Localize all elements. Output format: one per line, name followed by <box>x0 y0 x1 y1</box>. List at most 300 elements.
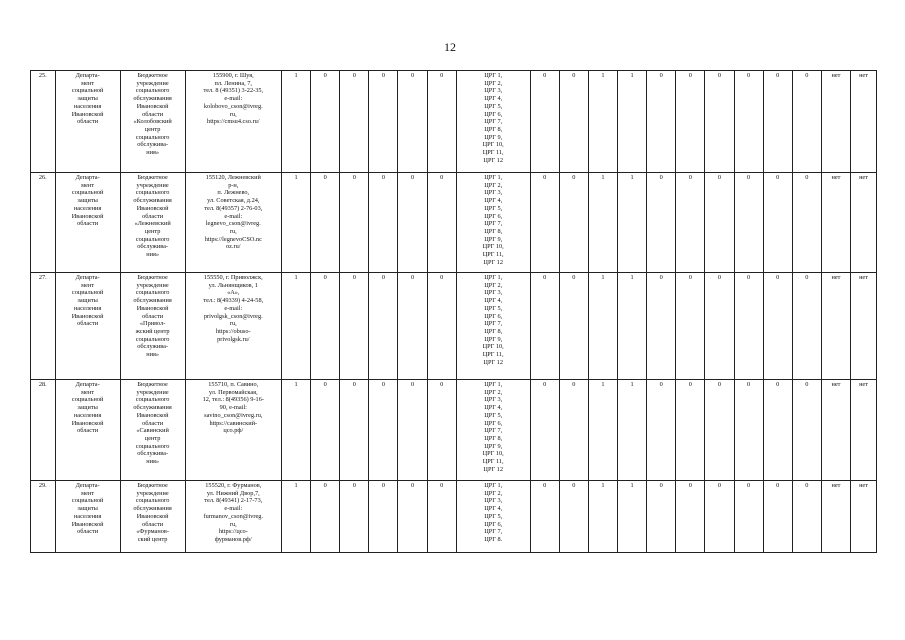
institution-line: социального <box>135 189 170 197</box>
count-cell: 0 <box>340 481 369 553</box>
institution-line: ния» <box>146 251 160 259</box>
department-line: защиты <box>77 297 98 305</box>
count-cell: 0 <box>734 173 763 273</box>
institution-cell <box>120 481 185 553</box>
count-cell: 1 <box>281 481 310 553</box>
department-line: населения <box>73 204 102 212</box>
count-cell: 0 <box>427 380 456 481</box>
address-line: «А», <box>227 289 240 297</box>
count-cell: 1 <box>588 481 617 553</box>
zones-line: ЦРГ 12 <box>483 156 503 164</box>
count-cell: 0 <box>340 173 369 273</box>
department-line: Ивановской <box>71 110 104 118</box>
zones-line: ЦРГ 4, <box>484 505 503 513</box>
flag-cell: нет <box>851 173 877 273</box>
institution-line: ния» <box>146 149 160 157</box>
institution-line: Бюджетное <box>137 174 168 181</box>
zones-line: ЦРГ 1, <box>484 274 503 281</box>
count-cell: 0 <box>676 481 705 553</box>
count-cell: 0 <box>559 380 588 481</box>
institution-line: Ивановской <box>136 411 169 419</box>
department-line: Департа- <box>75 174 100 181</box>
zones-line: ЦРГ 4, <box>484 95 503 103</box>
count-cell: 0 <box>647 273 676 380</box>
address-cell <box>185 380 281 481</box>
department-line: социальной <box>71 189 104 197</box>
institution-line: области <box>142 419 164 427</box>
count-cell: 0 <box>311 481 340 553</box>
zones-line: ЦРГ 4, <box>484 297 503 305</box>
department-line: Департа- <box>75 274 100 281</box>
count-cell: 1 <box>281 71 310 173</box>
department-line: Ивановской <box>71 520 104 528</box>
row-number-cell: 26. <box>31 173 56 273</box>
institution-line: «Савинский <box>136 427 169 435</box>
count-cell: 0 <box>763 481 792 553</box>
flag-cell: нет <box>851 273 877 380</box>
zones-line: ЦРГ 11, <box>482 149 504 157</box>
table-row <box>31 481 877 553</box>
address-line: 90, e-mail: <box>219 404 247 412</box>
institution-line: обслужива- <box>137 141 169 149</box>
zones-line: ЦРГ 2, <box>484 181 503 189</box>
count-cell: 0 <box>763 380 792 481</box>
address-line: oz.ru/ <box>226 243 241 251</box>
address-line: тел. 8(49357) 2-76-03, <box>204 204 263 212</box>
institution-line: учреждение <box>136 79 169 87</box>
count-cell: 0 <box>530 273 559 380</box>
department-line: Департа- <box>75 381 100 388</box>
department-cell <box>55 481 120 553</box>
zones-line: ЦРГ 7, <box>484 220 503 228</box>
count-cell: 0 <box>792 173 821 273</box>
department-line: социальной <box>71 396 104 404</box>
row-number-cell: 27. <box>31 273 56 380</box>
institution-line: социального <box>135 442 170 450</box>
department-line: области <box>77 320 99 328</box>
institution-cell <box>120 173 185 273</box>
institution-line: Бюджетное <box>137 381 168 388</box>
count-cell: 0 <box>530 380 559 481</box>
count-cell: 0 <box>647 173 676 273</box>
institution-line: обслужива- <box>137 343 169 351</box>
zones-line: ЦРГ 9, <box>484 335 503 343</box>
zones-cell <box>456 481 530 553</box>
count-cell: 0 <box>530 71 559 173</box>
institution-line: области <box>142 312 164 320</box>
institution-line: «Фурманов- <box>136 528 169 536</box>
zones-cell <box>456 380 530 481</box>
count-cell: 1 <box>281 380 310 481</box>
address-line: ru, <box>229 520 237 528</box>
count-cell: 0 <box>676 380 705 481</box>
department-line: Ивановской <box>71 212 104 220</box>
count-cell: 1 <box>618 173 647 273</box>
institution-line: области <box>142 212 164 220</box>
count-cell: 0 <box>792 380 821 481</box>
count-cell: 0 <box>369 481 398 553</box>
count-cell: 0 <box>427 173 456 273</box>
flag-cell: нет <box>851 380 877 481</box>
zones-line: ЦРГ 10, <box>482 343 504 351</box>
address-line: privolgsk.ru/ <box>217 335 250 343</box>
count-cell: 0 <box>427 481 456 553</box>
department-line: Ивановской <box>71 419 104 427</box>
institution-cell <box>120 380 185 481</box>
address-line: тел.: 8(49339) 4-24-58, <box>203 297 264 305</box>
count-cell: 0 <box>398 481 427 553</box>
address-line: e-mail: <box>224 304 243 312</box>
count-cell: 0 <box>792 481 821 553</box>
zones-line: ЦРГ 6, <box>484 110 503 118</box>
department-line: области <box>77 220 99 228</box>
count-cell: 1 <box>618 71 647 173</box>
zones-line: ЦРГ 2, <box>484 281 503 289</box>
address-line: пл. Ленина, 7, <box>214 79 253 87</box>
flag-cell: нет <box>821 380 850 481</box>
zones-cell <box>456 173 530 273</box>
zones-line: ЦРГ 5, <box>484 204 503 212</box>
department-line: мент <box>81 388 95 396</box>
department-line: мент <box>81 181 95 189</box>
department-line: области <box>77 528 99 536</box>
table-row <box>31 173 877 273</box>
count-cell: 0 <box>763 173 792 273</box>
department-cell <box>55 71 120 173</box>
count-cell: 0 <box>734 481 763 553</box>
table-row <box>31 380 877 481</box>
count-cell: 0 <box>676 173 705 273</box>
address-cell <box>185 71 281 173</box>
zones-line: ЦРГ 3, <box>484 497 503 505</box>
department-cell <box>55 273 120 380</box>
count-cell: 1 <box>618 273 647 380</box>
zones-line: ЦРГ 12 <box>483 358 503 366</box>
count-cell: 0 <box>647 380 676 481</box>
zones-line: ЦРГ 1, <box>484 174 503 181</box>
institution-line: обслуживания <box>133 95 172 103</box>
institution-line: области <box>142 520 164 528</box>
department-line: населения <box>73 102 102 110</box>
address-line: фурманов.рф/ <box>214 535 252 543</box>
count-cell: 1 <box>618 481 647 553</box>
count-cell: 0 <box>559 173 588 273</box>
zones-line: ЦРГ 10, <box>482 450 504 458</box>
count-cell: 0 <box>340 71 369 173</box>
address-line: ул. Советская, д.24, <box>207 197 260 205</box>
address-line: https://цсо- <box>218 528 248 536</box>
zones-line: ЦРГ 1, <box>484 482 503 489</box>
address-line: e-mail: <box>224 505 243 513</box>
institution-line: обслужива- <box>137 243 169 251</box>
zones-line: ЦРГ 7, <box>484 320 503 328</box>
address-line: тел. 8 (49351) 3-22-35, <box>203 87 264 95</box>
department-line: Департа- <box>75 72 100 79</box>
institution-line: Ивановской <box>136 512 169 520</box>
row-number-cell: 25. <box>31 71 56 173</box>
count-cell: 0 <box>398 71 427 173</box>
department-line: населения <box>73 304 102 312</box>
count-cell: 0 <box>311 273 340 380</box>
address-line: e-mail: <box>224 212 243 220</box>
count-cell: 0 <box>559 481 588 553</box>
zones-line: ЦРГ 3, <box>484 87 503 95</box>
zones-cell <box>456 273 530 380</box>
institution-line: области <box>142 110 164 118</box>
department-line: защиты <box>77 95 98 103</box>
count-cell: 0 <box>369 380 398 481</box>
institution-line: социального <box>135 335 170 343</box>
count-cell: 0 <box>705 380 734 481</box>
count-cell: 0 <box>427 71 456 173</box>
flag-cell: нет <box>821 71 850 173</box>
zones-line: ЦРГ 6, <box>484 312 503 320</box>
department-line: населения <box>73 512 102 520</box>
institution-line: социального <box>135 497 170 505</box>
zones-line: ЦРГ 8. <box>484 535 503 543</box>
count-cell: 0 <box>311 71 340 173</box>
zones-line: ЦРГ 4, <box>484 404 503 412</box>
row-number-cell: 28. <box>31 380 56 481</box>
institution-line: социального <box>135 235 170 243</box>
institution-line: социального <box>135 87 170 95</box>
table-row <box>31 273 877 380</box>
institution-line: жский центр <box>135 327 170 335</box>
zones-line: ЦРГ 2, <box>484 79 503 87</box>
count-cell: 0 <box>792 71 821 173</box>
count-cell: 0 <box>369 273 398 380</box>
zones-line: ЦРГ 10, <box>482 141 504 149</box>
institution-line: обслуживания <box>133 297 172 305</box>
department-line: области <box>77 118 99 126</box>
zones-line: ЦРГ 12 <box>483 258 503 266</box>
institution-cell <box>120 71 185 173</box>
count-cell: 0 <box>398 273 427 380</box>
zones-line: ЦРГ 9, <box>484 235 503 243</box>
count-cell: 0 <box>340 380 369 481</box>
department-line: области <box>77 427 99 435</box>
count-cell: 0 <box>734 273 763 380</box>
address-cell <box>185 481 281 553</box>
institutions-table <box>30 70 877 553</box>
address-line: п. Лежнево, <box>217 189 250 197</box>
count-cell: 1 <box>588 71 617 173</box>
zones-line: ЦРГ 9, <box>484 133 503 141</box>
zones-line: ЦРГ 6, <box>484 419 503 427</box>
flag-cell: нет <box>821 173 850 273</box>
count-cell: 1 <box>281 173 310 273</box>
address-line: ул. Льнянщиков, 1 <box>208 281 258 289</box>
zones-line: ЦРГ 2, <box>484 489 503 497</box>
zones-line: ЦРГ 4, <box>484 197 503 205</box>
count-cell: 1 <box>618 380 647 481</box>
address-line: 155550, г. Приволжск, <box>203 274 263 281</box>
zones-line: ЦРГ 5, <box>484 512 503 520</box>
count-cell: 0 <box>676 71 705 173</box>
row-number-cell: 29. <box>31 481 56 553</box>
count-cell: 0 <box>734 380 763 481</box>
zones-line: ЦРГ 5, <box>484 304 503 312</box>
table-row <box>31 71 877 173</box>
count-cell: 0 <box>647 71 676 173</box>
institution-line: социального <box>135 289 170 297</box>
zones-line: ЦРГ 11, <box>482 458 504 466</box>
institution-line: обслужива- <box>137 450 169 458</box>
count-cell: 0 <box>705 71 734 173</box>
count-cell: 0 <box>398 380 427 481</box>
flag-cell: нет <box>821 481 850 553</box>
page-number: 12 <box>444 40 456 54</box>
address-cell <box>185 173 281 273</box>
institution-line: «Лежневский <box>134 220 171 228</box>
count-cell: 0 <box>530 481 559 553</box>
institution-line: обслуживания <box>133 404 172 412</box>
address-line: ru, <box>229 320 237 328</box>
institution-line: Ивановской <box>136 204 169 212</box>
zones-line: ЦРГ 8, <box>484 327 503 335</box>
address-line: цсо.рф/ <box>223 427 244 435</box>
institution-line: социального <box>135 133 170 141</box>
institution-cell <box>120 273 185 380</box>
department-line: защиты <box>77 505 98 513</box>
department-line: социальной <box>71 289 104 297</box>
institution-line: ский центр <box>137 535 168 543</box>
address-line: legnevo_cson@ivreg. <box>205 220 261 228</box>
count-cell: 0 <box>427 273 456 380</box>
department-line: защиты <box>77 404 98 412</box>
zones-line: ЦРГ 7, <box>484 427 503 435</box>
zones-line: ЦРГ 9, <box>484 442 503 450</box>
flag-cell: нет <box>851 481 877 553</box>
department-line: социальной <box>71 497 104 505</box>
zones-line: ЦРГ 10, <box>482 243 504 251</box>
address-line: https://cmsu4.cso.ru/ <box>207 118 260 126</box>
zones-line: ЦРГ 8, <box>484 125 503 133</box>
zones-line: ЦРГ 7, <box>484 118 503 126</box>
address-line: privolgsk_cson@ivreg. <box>203 312 263 320</box>
address-line: https://legnevoCSO.nc <box>204 235 262 243</box>
department-cell <box>55 380 120 481</box>
institution-line: Ивановской <box>136 304 169 312</box>
department-line: мент <box>81 281 95 289</box>
flag-cell: нет <box>851 71 877 173</box>
address-line: ул. Первомайская, <box>208 388 258 396</box>
department-line: Ивановской <box>71 312 104 320</box>
department-line: защиты <box>77 197 98 205</box>
department-line: Департа- <box>75 482 100 489</box>
flag-cell: нет <box>821 273 850 380</box>
count-cell: 0 <box>763 71 792 173</box>
institution-line: учреждение <box>136 181 169 189</box>
zones-line: ЦРГ 3, <box>484 189 503 197</box>
address-line: savino_cson@ivreg.ru, <box>204 411 263 419</box>
department-cell <box>55 173 120 273</box>
count-cell: 0 <box>647 481 676 553</box>
zones-line: ЦРГ 11, <box>482 351 504 359</box>
department-line: социальной <box>71 87 104 95</box>
count-cell: 0 <box>369 71 398 173</box>
address-cell <box>185 273 281 380</box>
zones-line: ЦРГ 11, <box>482 251 504 259</box>
count-cell: 1 <box>588 380 617 481</box>
institution-line: учреждение <box>136 489 169 497</box>
institution-line: Бюджетное <box>137 72 168 79</box>
address-line: р-н, <box>228 181 239 189</box>
address-line: тел. 8(49341) 2-17-73, <box>204 497 263 505</box>
count-cell: 0 <box>369 173 398 273</box>
department-line: населения <box>73 411 102 419</box>
address-line: https://obuso- <box>215 327 251 335</box>
count-cell: 0 <box>705 273 734 380</box>
count-cell: 0 <box>530 173 559 273</box>
address-line: 155120, Лежневский <box>205 174 261 181</box>
address-line: kolobovo_cson@ivreg. <box>203 102 263 110</box>
institution-line: обслуживания <box>133 505 172 513</box>
address-line: e-mail: <box>224 95 243 103</box>
institution-line: центр <box>144 227 161 235</box>
institution-line: Ивановской <box>136 102 169 110</box>
address-line: furmanov_cson@ivreg. <box>203 512 264 520</box>
count-cell: 0 <box>734 71 763 173</box>
zones-line: ЦРГ 5, <box>484 102 503 110</box>
zones-line: ЦРГ 6, <box>484 212 503 220</box>
count-cell: 0 <box>311 173 340 273</box>
zones-line: ЦРГ 8, <box>484 227 503 235</box>
count-cell: 0 <box>311 380 340 481</box>
department-line: мент <box>81 489 95 497</box>
count-cell: 1 <box>588 173 617 273</box>
institution-line: центр <box>144 125 161 133</box>
count-cell: 0 <box>705 173 734 273</box>
zones-line: ЦРГ 2, <box>484 388 503 396</box>
count-cell: 0 <box>340 273 369 380</box>
address-line: 155900, г. Шуя, <box>212 72 254 79</box>
count-cell: 0 <box>559 273 588 380</box>
count-cell: 0 <box>676 273 705 380</box>
address-line: ru, <box>229 227 237 235</box>
institution-line: центр <box>144 434 161 442</box>
zones-line: ЦРГ 8, <box>484 434 503 442</box>
institution-line: «Колобовский <box>133 118 172 126</box>
address-line: 12, тел.: 8(49356) 9-16- <box>202 396 264 404</box>
zones-line: ЦРГ 6, <box>484 520 503 528</box>
institution-line: социального <box>135 396 170 404</box>
institution-line: Бюджетное <box>137 482 168 489</box>
count-cell: 1 <box>588 273 617 380</box>
institution-line: «Привол- <box>139 320 166 328</box>
institution-line: учреждение <box>136 281 169 289</box>
institution-line: ния» <box>146 458 160 466</box>
address-line: ул. Нижний Двор,7, <box>206 489 260 497</box>
institution-line: обслуживания <box>133 197 172 205</box>
zones-cell <box>456 71 530 173</box>
institution-line: Бюджетное <box>137 274 168 281</box>
count-cell: 0 <box>398 173 427 273</box>
count-cell: 0 <box>792 273 821 380</box>
address-line: 155710, п. Савино, <box>208 381 259 388</box>
zones-line: ЦРГ 7, <box>484 528 503 536</box>
count-cell: 1 <box>281 273 310 380</box>
zones-line: ЦРГ 12 <box>483 465 503 473</box>
zones-line: ЦРГ 5, <box>484 411 503 419</box>
count-cell: 0 <box>705 481 734 553</box>
count-cell: 0 <box>763 273 792 380</box>
department-line: мент <box>81 79 95 87</box>
address-line: ru, <box>229 110 237 118</box>
address-line: https://савинский- <box>209 419 258 427</box>
zones-line: ЦРГ 3, <box>484 396 503 404</box>
zones-line: ЦРГ 1, <box>484 72 503 79</box>
